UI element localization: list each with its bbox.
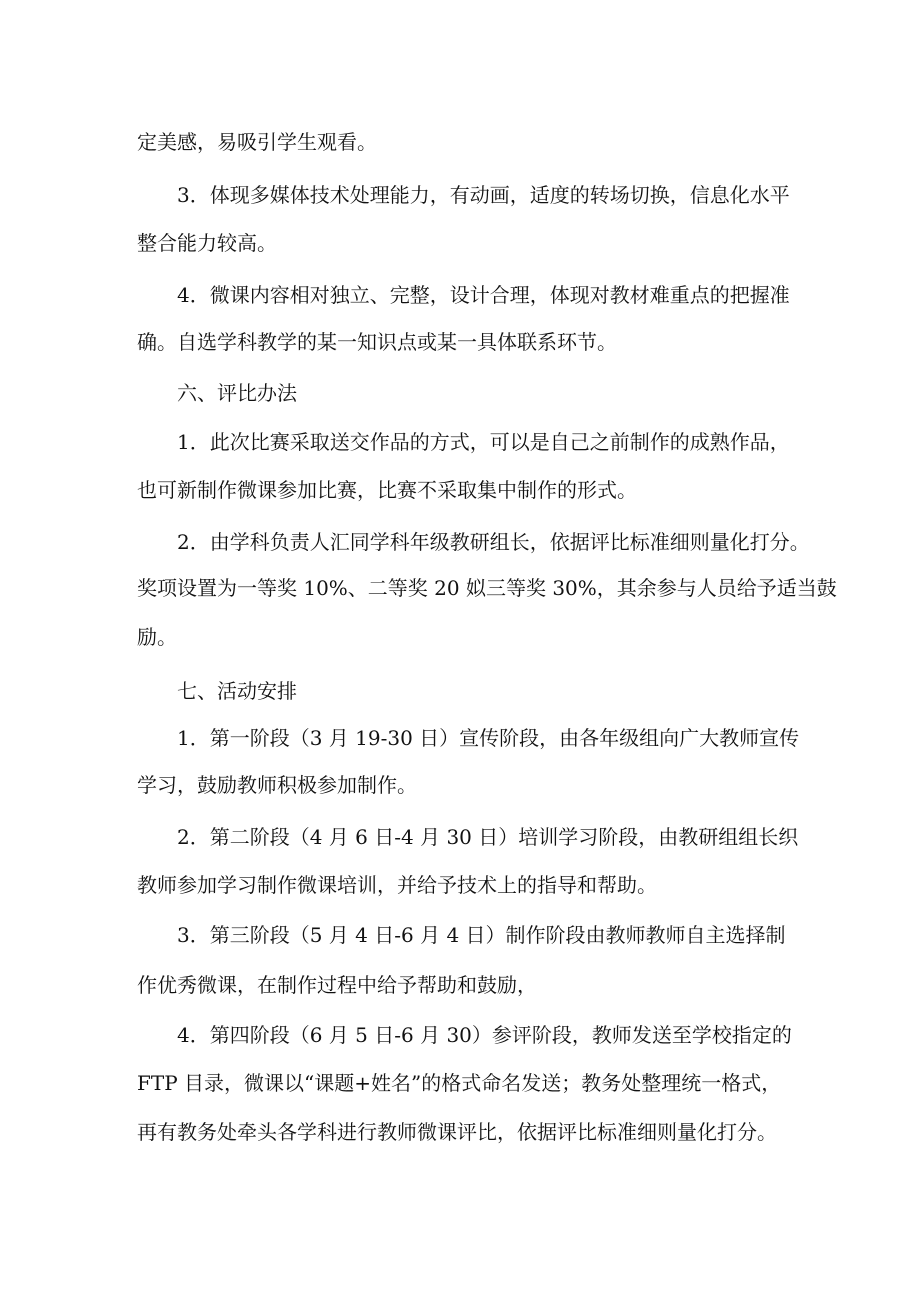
schedule-item-3-line-1: 3．第三阶段（5 月 4 日-6 月 4 日）制作阶段由教师教师自主选择制 <box>177 923 786 947</box>
list-item-1-line-2: 也可新制作微课参加比赛，比赛不采取集中制作的形式。 <box>137 478 637 502</box>
list-item-2-line-3: 励。 <box>137 625 177 649</box>
list-item-2-line-2: 奖项设置为一等奖 10%、二等奖 20 姒三等奖 30%，其余参与人员给予适当鼓 <box>137 576 837 600</box>
list-item-3-line-2: 整合能力较高。 <box>137 231 277 255</box>
schedule-item-1-line-1: 1．第一阶段（3 月 19-30 日）宣传阶段，由各年级组向广大教师宣传 <box>177 726 800 750</box>
list-item-2-line-1: 2．由学科负责人汇同学科年级教研组长，依据评比标准细则量化打分。 <box>177 530 810 554</box>
text-line: 定美感，易吸引学生观看。 <box>137 130 377 154</box>
schedule-item-2-line-1: 2．第二阶段（4 月 6 日-4 月 30 日）培训学习阶段，由教研组组长织 <box>177 825 799 849</box>
schedule-item-2-line-2: 教师参加学习制作微课培训，并给予技术上的指导和帮助。 <box>137 873 657 897</box>
schedule-item-1-line-2: 学习，鼓励教师积极参加制作。 <box>137 773 417 797</box>
section-heading-7: 七、活动安排 <box>177 679 297 703</box>
schedule-item-3-line-2: 作优秀微课，在制作过程中给予帮助和鼓励， <box>137 973 537 997</box>
list-item-4-line-1: 4．微课内容相对独立、完整，设计合理，体现对教材难重点的把握准 <box>177 283 790 307</box>
schedule-item-4-line-3: 再有教务处牵头各学科进行教师微课评比，依据评比标准细则量化打分。 <box>137 1120 777 1144</box>
schedule-item-4-line-1: 4．第四阶段（6 月 5 日-6 月 30）参评阶段，教师发送至学校指定的 <box>177 1023 792 1047</box>
list-item-4-line-2: 确。自选学科教学的某一知识点或某一具体联系环节。 <box>137 330 617 354</box>
list-item-3-line-1: 3．体现多媒体技术处理能力，有动画，适度的转场切换，信息化水平 <box>177 183 790 207</box>
schedule-item-4-line-2: FTP 目录，微课以“课题+姓名”的格式命名发送；教务处整理统一格式， <box>137 1071 782 1095</box>
section-heading-6: 六、评比办法 <box>177 381 297 405</box>
list-item-1-line-1: 1．此次比赛采取送交作品的方式，可以是自己之前制作的成熟作品， <box>177 430 790 454</box>
